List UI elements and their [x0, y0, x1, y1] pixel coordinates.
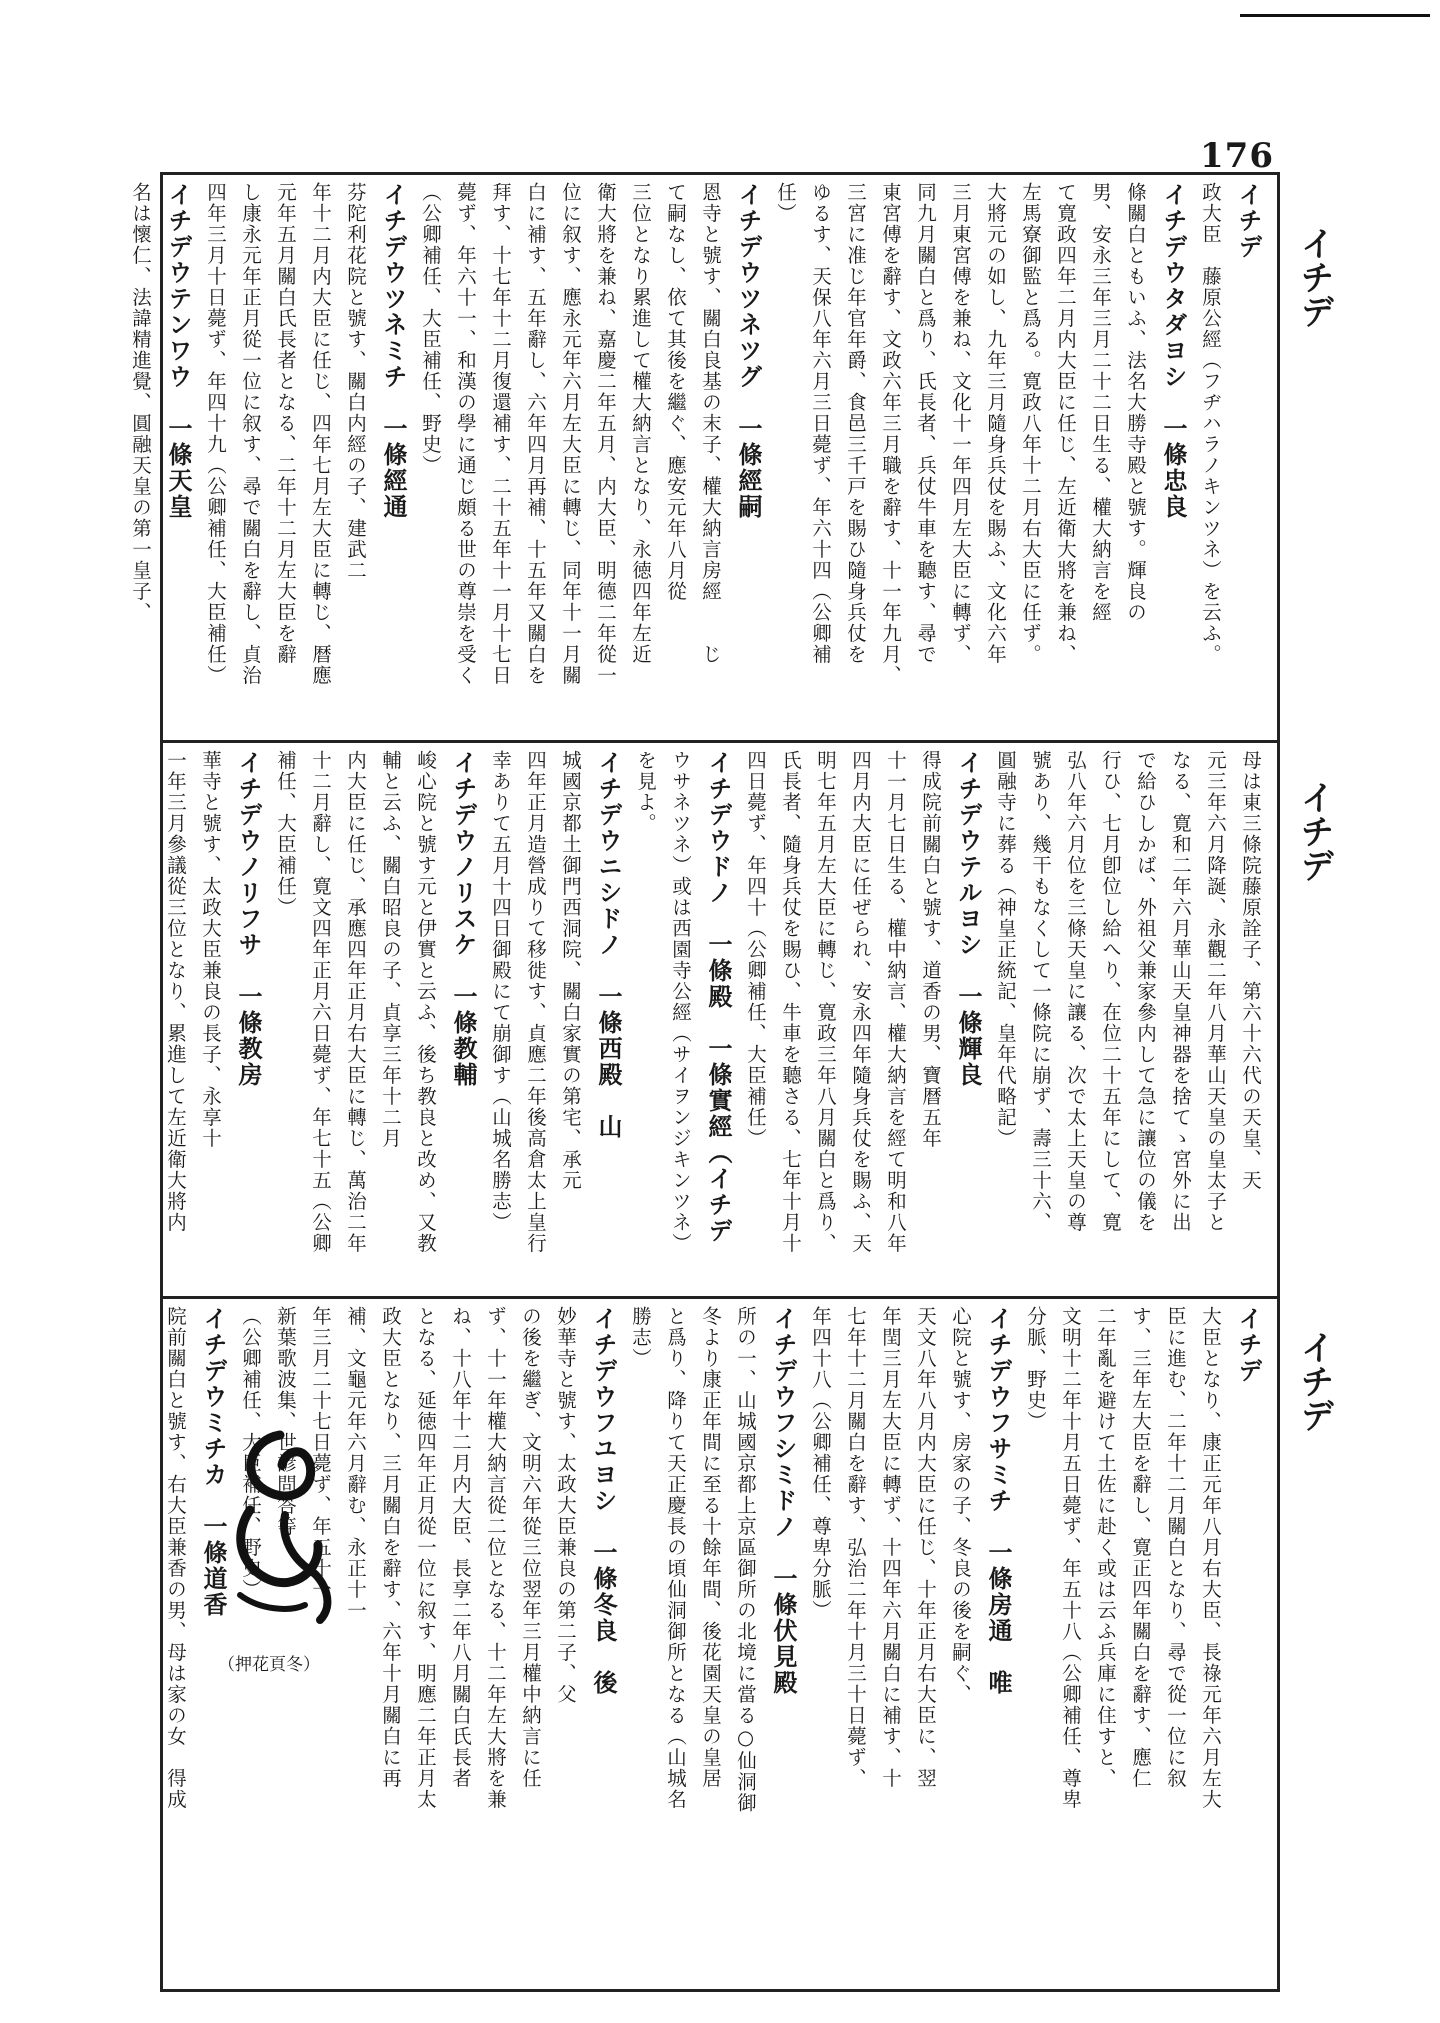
crest-caption: （押花頁冬）: [218, 1655, 320, 1675]
tier3-line: イチデウフシミドノ 一條伏見殿: [769, 1306, 797, 1696]
tier3-line: イチデウミチカ 一條道香: [199, 1306, 227, 1618]
tier3-line: 分脈、野史）: [1024, 1306, 1047, 1432]
tier2-line: 内大臣に任じ、承應四年正月右大臣に轉じ、萬治二年: [344, 750, 367, 1254]
tier3-line: イチデウフユヨシ 一條冬良 後: [589, 1306, 617, 1696]
tier2-line: 幸ありて五月十四日御殿にて崩御す（山城名勝志）: [489, 750, 512, 1233]
tier2-line: 明七年五月左大臣に轉じ、寛政三年八月關白と爲り、: [814, 750, 837, 1254]
tier2-line: 母は東三條院藤原詮子、第六十六代の天皇、天: [1239, 750, 1262, 1191]
tier1-line: 同九月關白と爲り、氏長者、兵仗牛車を聽す、尋で: [914, 182, 937, 665]
tier-divider-1: [160, 740, 1280, 743]
tier1-line: 衛大將を兼ね、嘉慶二年五月、内大臣、明德二年從一: [594, 182, 617, 686]
tier-1-text: [129, 182, 1268, 734]
tier2-line: イチデウテルヨシ 一條輝良: [954, 750, 982, 1088]
tier1-line: 東宮傅を辭す、文政六年三月職を辭す、十一年九月、: [879, 182, 902, 686]
top-rule: [1240, 14, 1430, 17]
tier3-line: の後を繼ぎ、文明六年從三位翌年三月權中納言に任: [519, 1306, 542, 1789]
tier1-line: 四年三月十日薨ず、年四十九（公卿補任、大臣補任）: [204, 182, 227, 686]
tier3-line: ね、十八年十二月内大臣、長享二年八月關白氏長者: [449, 1306, 472, 1789]
tier3-line: 冬より康正年間に至る十餘年間、後花園天皇の皇居: [699, 1306, 722, 1789]
tier3-line: イチデウフサミチ 一條房通 唯: [984, 1306, 1012, 1696]
index-heading-middle: イチデ: [1294, 780, 1334, 882]
tier1-line: 任）: [774, 182, 797, 224]
tier1-line: し康永元年正月從一位に叙す、尋で關白を辭し、貞治: [239, 182, 262, 686]
index-heading-bottom: イチデ: [1294, 1330, 1334, 1432]
tier3-line: イチデ: [1234, 1306, 1262, 1384]
tier1-line: 男、安永三年三月二十二日生る、權大納言を經: [1089, 182, 1112, 623]
tier2-line: イチデウドノ 一條殿 一條實經（イチデ: [704, 750, 732, 1244]
tier2-line: なる、寛和二年六月華山天皇神器を捨てゝ宮外に出: [1169, 750, 1192, 1233]
tier3-line: 年四十八（公卿補任、尊卑分脈）: [809, 1306, 832, 1621]
tier3-line: す、三年左大臣を辭し、寛正四年關白を辭す、應仁: [1129, 1306, 1152, 1789]
tier2-line: 一年三月參議從三位となり、累進して左近衛大將内: [164, 750, 187, 1233]
tier1-line: 拜す、十七年十二月復還補す、二十五年十一月十七日: [489, 182, 512, 686]
tier1-line: 左馬寮御監と爲る。寛政八年十二月右大臣に任ず。: [1019, 182, 1042, 665]
tier2-line: 華寺と號す、太政大臣兼良の長子、永享十: [199, 750, 222, 1149]
tier-2-text: [164, 750, 1268, 1290]
tier1-line: イチデウツネミチ 一條經通: [379, 182, 407, 520]
tier2-line: 四年正月造營成りて移徙す、貞應二年後高倉太上皇行: [524, 750, 547, 1254]
tier2-line: イチデウノリフサ 一條教房: [234, 750, 262, 1088]
tier3-line: 院前關白と號す、右大臣兼香の男、母は家の女 得成: [164, 1306, 187, 1810]
tier1-line: 名は懷仁、法諱精進覺、圓融天皇の第一皇子、: [129, 182, 152, 623]
tier2-line: イチデウノリスケ 一條教輔: [449, 750, 477, 1088]
tier1-line: イチデ: [1234, 182, 1262, 260]
tier3-line: 補、文龜元年六月辭む、永正十一: [344, 1306, 367, 1621]
tier1-line: 元年五月關白氏長者となる、二年十二月左大臣を辭: [274, 182, 297, 665]
tier1-line: て嗣なし、依て其後を繼ぐ、應安元年八月從: [664, 182, 687, 602]
tier3-line: 七年十二月關白を辭す、弘治二年十月三十日薨ず、: [844, 1306, 867, 1789]
tier1-line: ゆるす、天保八年六月三日薨ず、年六十四（公卿補: [809, 182, 832, 665]
tier3-line: （公卿補任、大臣補任、野史）: [239, 1306, 262, 1600]
tier1-line: 位に叙す、應永元年六月左大臣に轉じ、同年十一月關: [559, 182, 582, 686]
tier2-line: 四日薨ず、年四十（公卿補任、大臣補任）: [744, 750, 767, 1149]
tier3-line: 二年亂を避けて土佐に赴く或は云ふ兵庫に住すと、: [1094, 1306, 1117, 1789]
tier2-line: 補任、大臣補任）: [274, 750, 297, 918]
tier2-line: で給ひしかば、外祖父兼家參内して急に讓位の儀を: [1134, 750, 1157, 1233]
tier3-line: 新葉歌波集、世諺問答等: [274, 1306, 297, 1537]
crest-emblem-icon: [210, 1420, 350, 1630]
tier3-line: 妙華寺と號す、太政大臣兼良の第二子、父: [554, 1306, 577, 1705]
tier3-line: 大臣となり、康正元年八月右大臣、長祿元年六月左大: [1199, 1306, 1222, 1810]
index-heading-top: イチデ: [1294, 226, 1334, 328]
tier2-line: 峻心院と號す元と伊實と云ふ、後ち教良と改め、又教: [414, 750, 437, 1254]
tier2-line: 四月内大臣に任ぜられ、安永四年隨身兵仗を賜ふ、天: [849, 750, 872, 1254]
tier3-line: 年閏三月左大臣に轉ず、十四年六月關白に補す、十: [879, 1306, 902, 1789]
tier1-line: て寛政四年二月内大臣に任じ、左近衛大將を兼ね、: [1054, 182, 1077, 665]
tier2-line: 十二月辭し、寛文四年正月六日薨ず、年七十五（公卿: [309, 750, 332, 1254]
tier-divider-2: [160, 1296, 1280, 1299]
tier1-line: 年十二月内大臣に任じ、四年七月左大臣に轉じ、暦應: [309, 182, 332, 686]
tier1-line: 政大臣 藤原公經（フヂハラノキンツネ）を云ふ。: [1199, 182, 1222, 665]
tier3-line: 心院と號す、房家の子、冬良の後を嗣ぐ、: [949, 1306, 972, 1705]
page-number: 176: [1200, 136, 1274, 176]
tier-3-text: [164, 1306, 1268, 1984]
tier2-line: 行ひ、七月卽位し給へり、在位二十五年にして、寛: [1099, 750, 1122, 1233]
tier3-line: 所の一、山城國京都上京區御所の北境に當る○仙洞御: [734, 1306, 757, 1814]
tier2-line: イチデウニシドノ 一條西殿 山: [594, 750, 622, 1140]
tier2-line: 輔と云ふ、關白昭良の子、貞享三年十二月: [379, 750, 402, 1149]
tier2-line: 元三年六月降誕、永觀二年八月華山天皇の皇太子と: [1204, 750, 1227, 1233]
tier2-line: ウサネツネ）或は西園寺公經（サイヲンジキンツネ）: [669, 750, 692, 1254]
tier1-line: 三月東宮傅を兼ね、文化十一年四月左大臣に轉ず、: [949, 182, 972, 665]
tier2-line: 弘八年六月位を三條天皇に讓る、次で太上天皇の尊: [1064, 750, 1087, 1233]
tier1-line: イチデウテンワウ 一條天皇: [164, 182, 192, 520]
tier3-line: 政大臣となり、三月關白を辭す、六年十月關白に再: [379, 1306, 402, 1789]
tier1-line: 大將元の如し、九年三月隨身兵仗を賜ふ、文化六年: [984, 182, 1007, 665]
tier3-line: と爲り、降りて天正慶長の頃仙洞御所となる（山城名: [664, 1306, 687, 1810]
tier3-line: 天文八年八月内大臣に任じ、十年正月右大臣に、翌: [914, 1306, 937, 1789]
tier1-line: イチデウタダヨシ 一條忠良: [1159, 182, 1187, 520]
tier2-line: 得成院前關白と號す、道香の男、寶暦五年: [919, 750, 942, 1149]
tier2-line: 十一月七日生る、權中納言、權大納言を經て明和八年: [884, 750, 907, 1254]
tier1-line: 三位となり累進して權大納言となり、永徳四年左近: [629, 182, 652, 665]
tier1-line: 薨ず、年六十一、和漢の學に通じ頗る世の尊崇を受く: [454, 182, 477, 686]
tier1-line: 白に補す、五年辭し、六年四月再補、十五年又關白を: [524, 182, 547, 686]
tier3-line: となる、延徳四年正月從一位に叙す、明應二年正月太: [414, 1306, 437, 1810]
tier2-line: を見よ。: [634, 750, 657, 834]
tier2-line: 號あり、幾干もなくして一條院に崩ず、壽三十六、: [1029, 750, 1052, 1233]
tier2-line: 圓融寺に葬る（神皇正統記、皇年代略記）: [994, 750, 1017, 1149]
tier1-line: 三宮に准じ年官年爵、食邑三千戸を賜ひ隨身兵仗を: [844, 182, 867, 665]
tier2-line: 氏長者、隨身兵仗を賜ひ、牛車を聽さる、七年十月十: [779, 750, 802, 1254]
tier3-line: 年三月二十七日薨ず、年五十一: [309, 1306, 332, 1600]
tier1-line: 條關白ともいふ、法名大勝寺殿と號す。輝良の: [1124, 182, 1147, 623]
tier1-line: （公卿補任、大臣補任、野史）: [419, 182, 442, 476]
tier1-line: イチデウツネツグ 一條經嗣: [734, 182, 762, 520]
tier3-line: 文明十二年十月五日薨ず、年五十八（公卿補任、尊卑: [1059, 1306, 1082, 1810]
tier2-line: 城國京都土御門西洞院、關白家實の第宅、承元: [559, 750, 582, 1191]
tier3-line: 臣に進む、二年十二月關白となり、尋で從一位に叙: [1164, 1306, 1187, 1789]
tier1-line: 恩寺と號す、關白良基の末子、權大納言房經 じ: [699, 182, 722, 665]
tier3-line: ず、十一年權大納言從二位となる、十二年左大將を兼: [484, 1306, 507, 1810]
tier3-line: 勝志）: [629, 1306, 652, 1369]
tier1-line: 芬陀利花院と號す、關白内經の子、建武二: [344, 182, 367, 581]
